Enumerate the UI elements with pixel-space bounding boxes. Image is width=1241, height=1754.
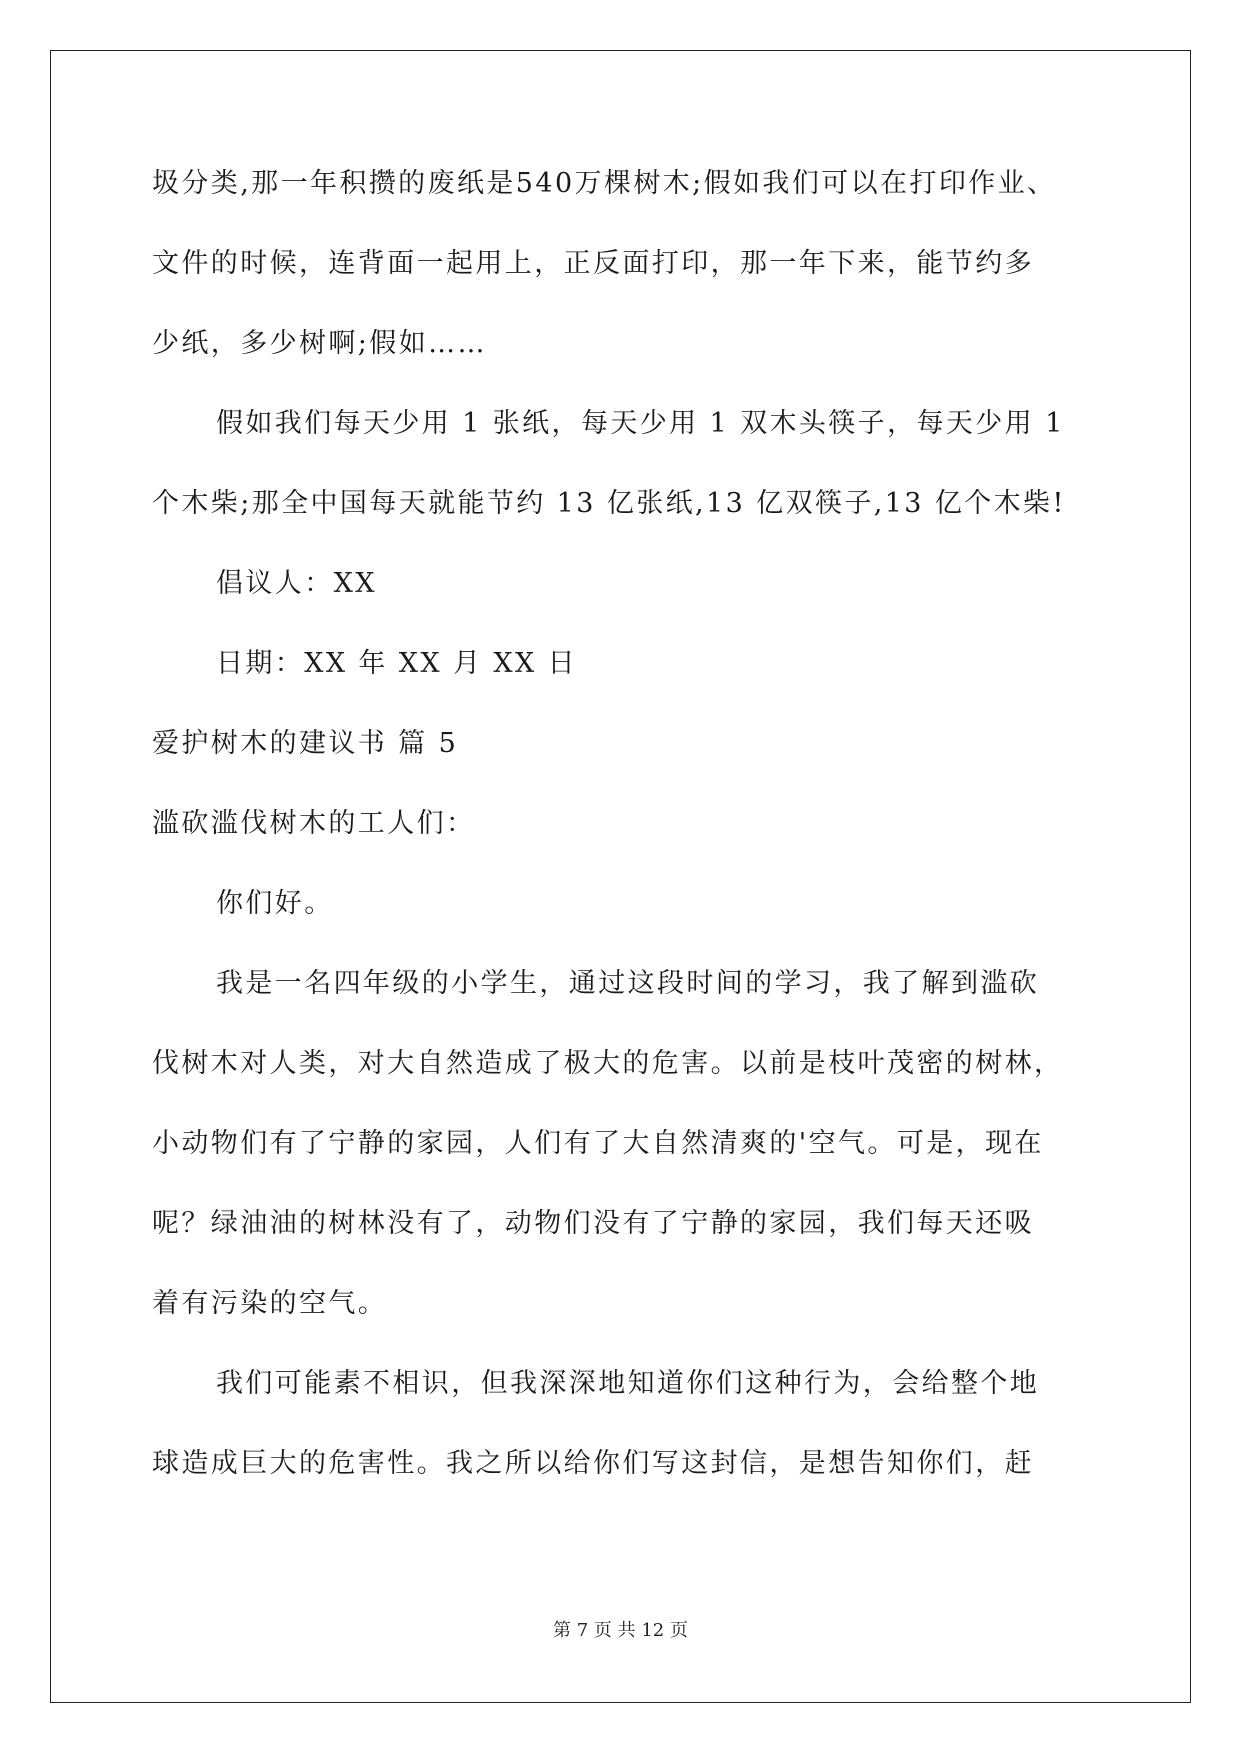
document-body — [152, 164, 1092, 1524]
page-number-footer: 第 7 页 共 12 页 — [553, 1620, 688, 1641]
paragraph-start-line: 假如我们每天少用 1 张纸，每天少用 1 双木头筷子，每天少用 1 — [216, 408, 1065, 439]
text-line: 球造成巨大的危害性。我之所以给你们写这封信，是想告知你们，赶 — [152, 1448, 1034, 1479]
proposer-line: 倡议人：XX — [216, 568, 377, 599]
text-line: 小动物们有了宁静的家园，人们有了大自然清爽的'空气。可是，现在 — [152, 1128, 1044, 1159]
salutation-line: 滥砍滥伐树木的工人们： — [152, 808, 476, 839]
paragraph-start-line: 我是一名四年级的小学生，通过这段时间的学习，我了解到滥砍 — [216, 968, 1040, 999]
text-line: 圾分类,那一年积攒的废纸是540万棵树木;假如我们可以在打印作业、 — [152, 168, 1057, 199]
text-line: 伐树木对人类，对大自然造成了极大的危害。以前是枝叶茂密的树林， — [152, 1048, 1064, 1079]
text-line: 少纸，多少树啊;假如…… — [152, 328, 487, 359]
text-line: 个木柴;那全中国每天就能节约 13 亿张纸,13 亿双筷子,13 亿个木柴! — [152, 488, 1066, 519]
greeting-line: 你们好。 — [216, 888, 334, 919]
text-line: 着有污染的空气。 — [152, 1288, 388, 1319]
section-heading: 爱护树木的建议书 篇 5 — [152, 728, 459, 759]
text-line: 文件的时候，连背面一起用上，正反面打印，那一年下来，能节约多 — [152, 248, 1034, 279]
paragraph-start-line: 我们可能素不相识，但我深深地知道你们这种行为，会给整个地 — [216, 1368, 1040, 1399]
text-line: 呢？绿油油的树林没有了，动物们没有了宁静的家园，我们每天还吸 — [152, 1208, 1034, 1239]
date-line: 日期：XX 年 XX 月 XX 日 — [216, 648, 578, 679]
